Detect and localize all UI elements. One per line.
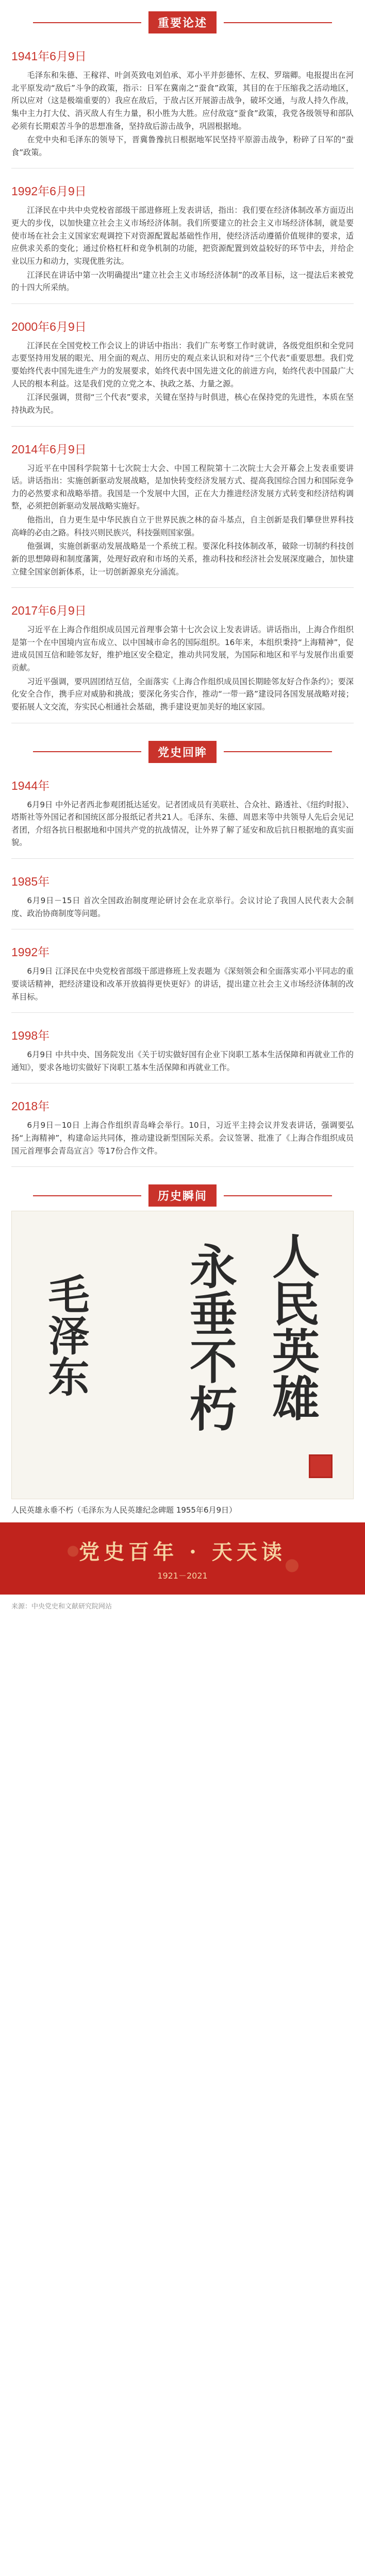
entry-paragraph: 6月9日 中共中央、国务院发出《关于切实做好国有企业下岗职工基本生活保障和再就业工作的通知》，要求各地切实做好下岗职工基本生活保障和再就业工作。 bbox=[11, 1050, 354, 1072]
entry-paragraph: 他指出，自力更生是中华民族自立于世界民族之林的奋斗基点，自主创新是我们攀登世界科技高峰的必由之路。科技兴则民族兴，科技强则国家强。 bbox=[11, 515, 354, 537]
divider bbox=[224, 1195, 332, 1196]
entry-paragraph: 6月9日 中外记者西北参观团抵达延安。记者团成员有美联社、合众社、路透社、《纽约时报》、塔斯社等外国记者和国统区部分报纸记者共21人。毛泽东、朱德、周恩来等中共领导人先后会见记者团，介绍各抗日根据地和中国共产党的抗战情况，让外界了解了延安和敌后抗日根据地的真实面貌。 bbox=[11, 800, 354, 848]
important-section bbox=[0, 47, 365, 723]
section-title: 重要论述 bbox=[148, 11, 217, 33]
section-banner-history bbox=[0, 741, 365, 763]
entry-paragraph: 毛泽东和朱德、王稼祥、叶剑英致电刘伯承、邓小平并彭德怀、左权、罗瑞卿。电报提出在河北平原发动“敌后”斗争的政策，指示：日军在冀南之“蚕食”政策，其目的在于压缩我之活动地区，所以应对（这是极端重要的）我应在敌后，于敌占区开展游击战争，破坏交通，与敌人持久作战，集中主力打大仗、消灭敌人有生力量，积小胜为大胜。应付敌寇“蚕食”政策，我党各级领导和部队必须有长期艰苦斗争的思想准备，坚持敌后游击战争，巩固根据地。 bbox=[11, 71, 354, 131]
history-section bbox=[0, 776, 365, 1167]
entry-paragraph: 6月9日－15日 首次全国政治制度理论研讨会在北京举行。会议讨论了我国人民代表大会制度、政治协商制度等问题。 bbox=[11, 896, 354, 918]
entry-date: 2014年6月9日 bbox=[11, 442, 87, 456]
entry-divider bbox=[11, 858, 354, 859]
divider bbox=[33, 751, 141, 752]
entry-date: 1998年 bbox=[11, 1029, 50, 1043]
section-title: 历史瞬间 bbox=[148, 1184, 217, 1207]
entry-paragraph: 习近平在中国科学院第十七次院士大会、中国工程院第十二次院士大会开幕会上发表重要讲话。讲话指出：实施创新驱动发展战略，是加快转变经济发展方式、提高我国综合国力和国际竞争力的必然要求和战略举措。我国是一个发展中大国，正在大力推进经济发展方式转变和经济结构调整，必须把创新驱动发展战略实施好。 bbox=[11, 463, 354, 511]
entry-paragraph: 习近平强调，要巩固团结互信，全面落实《上海合作组织成员国长期睦邻友好合作条约》；要深化安全合作，携手应对威胁和挑战；要深化务实合作，推动“一带一路”建设同各国发展战略对接；要拓展人文交流，夯实民心相通社会基础，携手建设更加美好的地区家园。 bbox=[11, 676, 354, 711]
entry-date: 2017年6月9日 bbox=[11, 604, 87, 618]
image-caption: 人民英雄永垂不朽（毛泽东为人民英雄纪念碑题 1955年6月9日） bbox=[11, 1505, 237, 1515]
divider bbox=[33, 1195, 141, 1196]
calligraphy-line: 永垂不朽 bbox=[182, 1242, 238, 1432]
entry-date: 2018年 bbox=[11, 1099, 50, 1113]
calligraphy-image bbox=[11, 1211, 354, 1499]
divider bbox=[224, 22, 332, 23]
entry-date: 1992年6月9日 bbox=[11, 184, 87, 198]
entry-date: 1992年 bbox=[11, 945, 50, 959]
section-banner-moment bbox=[0, 1184, 365, 1207]
entry-paragraph: 6月9日－10日 上海合作组织青岛峰会举行。10日，习近平主持会议并发表讲话，强调要弘扬“上海精神”，构建命运共同体，推动建设新型国际关系。会议签署、批准了《上海合作组织成员国元首理事会青岛宣言》等17份合作文件。 bbox=[11, 1121, 354, 1156]
entry-paragraph: 江泽民强调，贯彻“三个代表”要求，关键在坚持与时俱进，核心在保持党的先进性，本质在坚持执政为民。 bbox=[11, 393, 354, 415]
entry-paragraph: 江泽民在中共中央党校省部级干部进修班上发表讲话，指出：我们要在经济体制改革方面迈出更大的步伐，以加快建立社会主义市场经济体制。我们所要建立的社会主义市场经济体制，就是要使市场在社会主义国家宏观调控下对资源配置起基础性作用，使经济活动遵循价值规律的要求，适应供求关系的变化；通过价格杠杆和竞争机制的功能，把资源配置到效益较好的环节中去，并给企业以压力和动力，实现优胜劣汰。 bbox=[11, 206, 354, 266]
section-title: 党史回眸 bbox=[148, 741, 217, 763]
entry-divider bbox=[11, 1166, 354, 1167]
footer-title: 党史百年 · 天天读 bbox=[79, 1540, 286, 1565]
entry-divider bbox=[11, 303, 354, 304]
entry-paragraph: 习近平在上海合作组织成员国元首理事会第十七次会议上发表讲话。讲话指出，上海合作组织是第一个在中国境内宣布成立、以中国城市命名的国际组织。16年来，本组织秉持“上海精神”，促进成员国互信和睦邻友好，维护地区安全稳定，推动共同发展，为国际和地区和平与发展作出重要贡献。 bbox=[11, 625, 354, 672]
seal-icon bbox=[309, 1454, 333, 1478]
entry-paragraph: 6月9日 江泽民在中央党校省部级干部进修班上发表题为《深刻领会和全面落实邓小平同志的重要谈话精神，把经济建设和改革开放搞得更快更好》的讲话，提出建立社会主义市场经济体制的改革目标。 bbox=[11, 967, 354, 1002]
entry-paragraph: 在党中央和毛泽东的领导下，晋冀鲁豫抗日根据地军民坚持平原游击战争，粉碎了日军的“蚕食”政策。 bbox=[11, 135, 354, 157]
entry-divider bbox=[11, 587, 354, 588]
entry-divider bbox=[11, 1012, 354, 1013]
section-banner-important bbox=[0, 11, 365, 33]
entry-date: 1941年6月9日 bbox=[11, 49, 87, 63]
entry-date: 1985年 bbox=[11, 875, 50, 888]
divider bbox=[33, 22, 141, 23]
entry-divider bbox=[11, 426, 354, 427]
entry-date: 1944年 bbox=[11, 778, 50, 792]
entry-paragraph: 江泽民在讲话中第一次明确提出“建立社会主义市场经济体制”的改革目标，这一提法后来被党的十四大所采纳。 bbox=[11, 270, 354, 293]
calligraphy-line: 人民英雄 bbox=[264, 1232, 320, 1422]
footer-years: 1921－2021 bbox=[157, 1571, 208, 1581]
entry-paragraph: 江泽民在全国党校工作会议上的讲话中指出：我们广东考察工作时就讲，各级党组织和全党同志要坚持用发展的眼光、用全面的观点、用历史的观点来认识和对待“三个代表”重要思想。我们党要始终代表中国先进生产力的发展要求，始终代表中国先进文化的前进方向，始终代表中国最广大人民的根本利益。这是我们党的立党之本、执政之基、力量之源。 bbox=[11, 341, 354, 388]
calligraphy-signature: 毛泽东 bbox=[41, 1273, 90, 1397]
entry-date: 2000年6月9日 bbox=[11, 319, 87, 333]
source-note: 来源：中央党史和文献研究院网站 bbox=[11, 1603, 112, 1611]
entry-paragraph: 他强调，实施创新驱动发展战略是一个系统工程。要深化科技体制改革，破除一切制约科技创新的思想障碍和制度藩篱，处理好政府和市场的关系，推动科技和经济社会发展深度融合，加快建立健全国家创新体系，让一切创新源泉充分涌流。 bbox=[11, 541, 354, 577]
divider bbox=[224, 751, 332, 752]
footer-banner bbox=[0, 1522, 365, 1595]
